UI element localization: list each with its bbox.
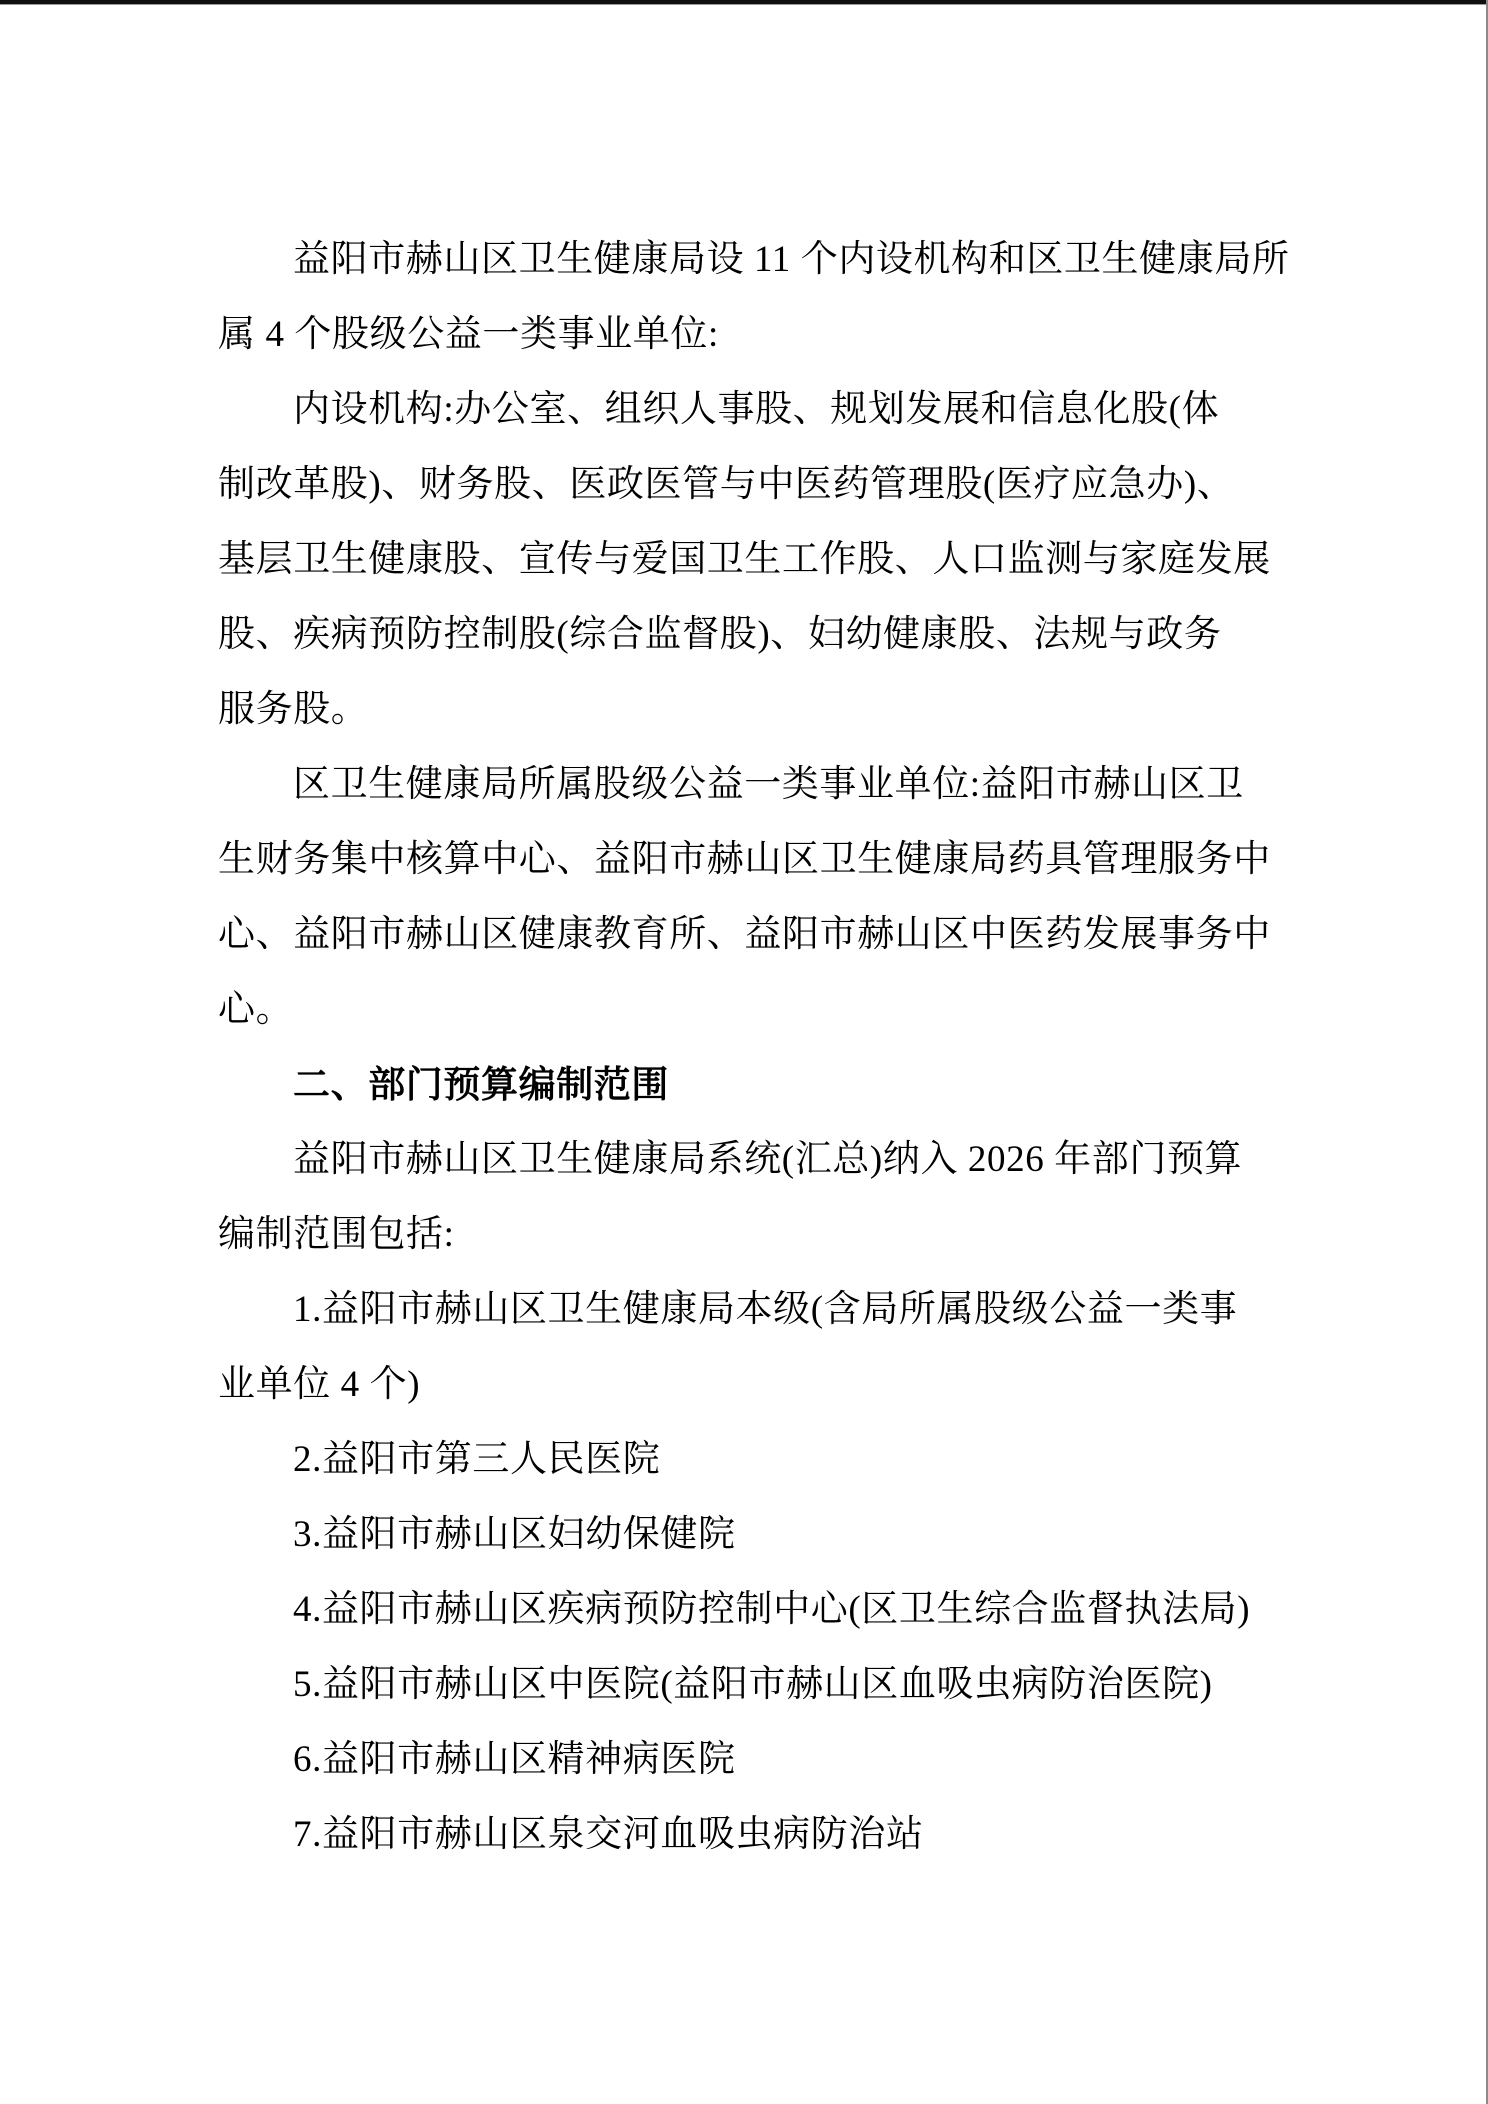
para-line: 区卫生健康局所属股级公益一类事业单位:益阳市赫山区卫 (293, 764, 1244, 805)
para-line: 制改革股)、财务股、医政医管与中医药管理股(医疗应急办)、 (218, 464, 1235, 505)
list-item-5: 5.益阳市赫山区中医院(益阳市赫山区血吸虫病防治医院) (293, 1664, 1213, 1705)
list-item-1: 1.益阳市赫山区卫生健康局本级(含局所属股级公益一类事 (293, 1289, 1238, 1330)
list-item-4: 4.益阳市赫山区疾病预防控制中心(区卫生综合监督执法局) (293, 1589, 1251, 1630)
para-line: 编制范围包括: (218, 1214, 455, 1255)
para-line: 益阳市赫山区卫生健康局设 11 个内设机构和区卫生健康局所 (293, 239, 1290, 280)
para-line: 心。 (218, 989, 294, 1030)
para-line: 内设机构:办公室、组织人事股、规划发展和信息化股(体 (293, 389, 1220, 430)
para-line: 股、疾病预防控制股(综合监督股)、妇幼健康股、法规与政务 (218, 614, 1222, 655)
para-line: 基层卫生健康股、宣传与爱国卫生工作股、人口监测与家庭发展 (218, 539, 1271, 580)
list-item-7: 7.益阳市赫山区泉交河血吸虫病防治站 (293, 1814, 924, 1855)
section-heading-budget-scope: 二、部门预算编制范围 (293, 1064, 669, 1105)
document-body (218, 222, 1290, 1872)
para-line: 属 4 个股级公益一类事业单位: (218, 314, 719, 355)
list-item-3: 3.益阳市赫山区妇幼保健院 (293, 1514, 736, 1555)
para-line: 生财务集中核算中心、益阳市赫山区卫生健康局药具管理服务中 (218, 839, 1271, 880)
list-item-2: 2.益阳市第三人民医院 (293, 1439, 661, 1480)
para-line: 服务股。 (218, 689, 369, 730)
para-line: 心、益阳市赫山区健康教育所、益阳市赫山区中医药发展事务中 (218, 914, 1271, 955)
para-line: 益阳市赫山区卫生健康局系统(汇总)纳入 2026 年部门预算 (293, 1139, 1243, 1180)
list-item-1-continuation: 业单位 4 个) (218, 1364, 421, 1405)
page-top-border (0, 0, 1488, 5)
list-item-6: 6.益阳市赫山区精神病医院 (293, 1739, 736, 1780)
